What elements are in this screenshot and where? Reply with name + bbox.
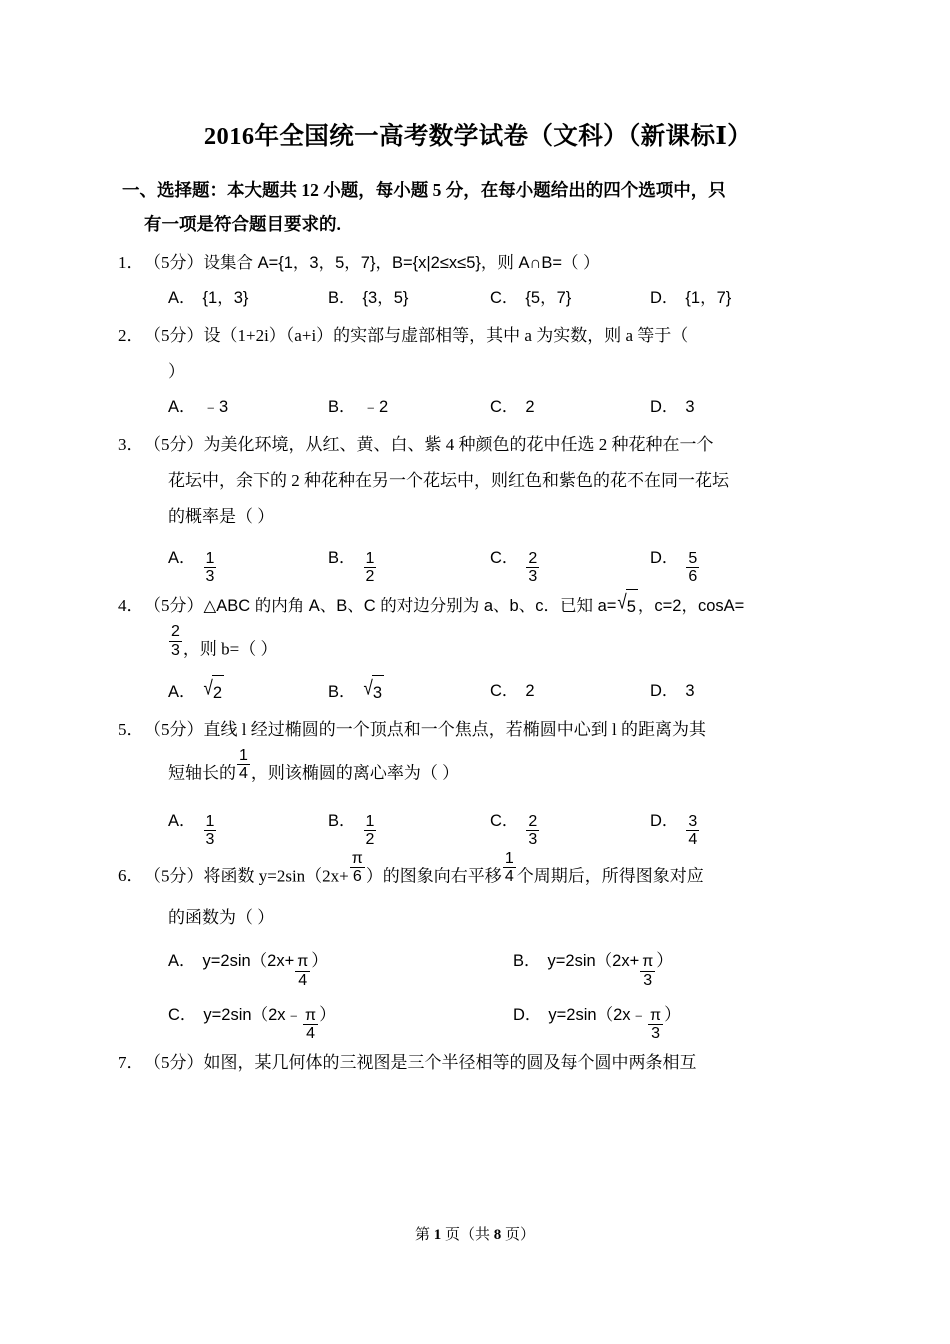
option-text: {1，7} (685, 288, 732, 307)
question-7-number: 7． (118, 1052, 144, 1072)
question-3-stem (113, 427, 843, 535)
question-2-option-b[interactable] (328, 390, 490, 425)
footer-prefix: 第 (414, 1227, 430, 1243)
question-3-score: （5分） (144, 434, 204, 454)
question-2-options (113, 390, 843, 425)
question-2-text-cont: ） (168, 361, 185, 381)
question-5-text: 直线 l 经过椭圆的一个顶点和一个焦点，若椭圆中心到 l 的距离为其 (203, 719, 706, 739)
question-1-option-b[interactable] (328, 281, 490, 316)
fraction-numerator: 5 (688, 550, 698, 567)
question-7-stem (113, 1045, 843, 1081)
question-3-number: 3． (118, 434, 144, 454)
question-5-text-b: ，则该椭圆的离心率为（ ） (250, 763, 460, 783)
fraction (526, 551, 539, 586)
footer-middle: 页（共 (444, 1227, 490, 1243)
question-1-score: （5分） (144, 252, 204, 272)
fraction (204, 814, 217, 849)
fraction-numerator: 1 (365, 550, 375, 567)
fraction-numerator: π (297, 953, 309, 971)
option-label: B． (328, 288, 356, 307)
question-1-set-a: {1，3，5，7} (278, 253, 376, 272)
question-1-option-a[interactable] (168, 281, 328, 316)
option-prefix: y=2sin（2x﹣ (548, 1005, 648, 1024)
option-label: D． (650, 681, 679, 700)
sqrt-icon: √2 (203, 674, 225, 710)
option-suffix: ） (656, 951, 674, 971)
question-4-text-cont (118, 624, 843, 674)
sqrt-icon: √5 (616, 588, 638, 624)
footer-total-pages: 8 (493, 1227, 502, 1243)
fraction-numerator: 2 (528, 812, 538, 830)
question-4-score: （5分） (144, 596, 204, 616)
question-4-text-b: ，c=2，cosA= (637, 597, 745, 616)
question-3-text-cont1: 花坛中，余下的 2 种花种在另一个花坛中，则红色和紫色的花不在同一花坛 (168, 470, 729, 490)
option-label: D． (650, 288, 679, 307)
option-suffix: ） (319, 1004, 337, 1024)
option-text: {1，3} (202, 288, 249, 307)
question-6-stem (113, 851, 843, 937)
fraction-numerator: 1 (365, 812, 375, 830)
question-6-text-c: 个周期后，所得图象对应 (516, 866, 704, 886)
question-6-options (113, 936, 843, 1042)
option-label: A． (168, 549, 196, 567)
option-label: B． (328, 549, 356, 567)
fraction (204, 551, 217, 586)
question-3-option-d[interactable] (650, 535, 843, 586)
question-2-option-d[interactable] (650, 390, 843, 425)
option-label: D． (650, 549, 679, 567)
question-2-text: 设（1+2i）（a+i）的实部与虚部相等，其中 a 为实数，则 a 等于（ (203, 325, 689, 345)
section-heading (113, 173, 843, 241)
option-label: B． (513, 952, 541, 971)
option-prefix: y=2sin（2x+ (202, 952, 295, 971)
question-6-option-a[interactable] (168, 936, 513, 989)
fraction-numerator: 2 (171, 623, 180, 641)
question-5-text-a: 短轴长的 (168, 763, 236, 783)
question-2-option-a[interactable] (168, 390, 328, 425)
fraction (503, 851, 516, 886)
option-suffix: ） (311, 951, 329, 971)
fraction-numerator: 1 (504, 849, 514, 867)
fraction-numerator: π (642, 953, 654, 971)
question-1-number: 1． (118, 252, 144, 272)
page-footer (0, 1228, 950, 1243)
question-4-text-a: △ABC 的内角 A、B、C 的对边分别为 a、b、c．已知 a= (203, 597, 617, 616)
fraction-numerator: 3 (688, 812, 698, 830)
fraction (648, 1008, 663, 1043)
question-6-option-c[interactable] (168, 990, 513, 1043)
question-1 (113, 245, 843, 316)
fraction-denominator: 4 (298, 971, 308, 989)
question-2-option-c[interactable] (490, 390, 650, 425)
question-5-option-b[interactable] (328, 798, 490, 849)
question-4-text-tail: ，则 b=（ ） (182, 639, 278, 659)
fraction-denominator: 3 (528, 568, 538, 586)
question-2-score: （5分） (144, 325, 204, 345)
fraction-numerator: 1 (205, 550, 215, 567)
option-label: D． (513, 1005, 542, 1024)
question-4 (113, 588, 843, 710)
fraction-denominator: 6 (688, 568, 698, 586)
question-7-score: （5分） (144, 1052, 204, 1072)
page-title: 2016年全国统一高考数学试卷（文科）（新课标Ⅰ） (203, 123, 753, 150)
question-1-options (113, 281, 843, 316)
question-5-option-d[interactable] (650, 798, 843, 849)
option-prefix: y=2sin（2x+ (547, 952, 640, 971)
question-3-text-cont2: 的概率是（ ） (168, 506, 275, 526)
sqrt-radicand: 2 (212, 675, 224, 711)
question-6-option-d[interactable] (513, 990, 843, 1043)
question-4-option-b[interactable] (328, 674, 490, 710)
option-text: {3，5} (362, 288, 409, 307)
option-label: A． (168, 811, 196, 830)
question-7 (113, 1045, 843, 1081)
option-text: ﹣3 (202, 397, 229, 416)
fraction-denominator: 4 (504, 868, 514, 886)
fraction (237, 748, 250, 783)
question-5 (113, 712, 843, 849)
option-label: C． (490, 549, 519, 567)
question-5-option-c[interactable] (490, 798, 650, 849)
fraction-numerator: 1 (205, 812, 215, 830)
fraction-denominator: 3 (643, 971, 653, 989)
fraction-denominator: 3 (205, 568, 215, 586)
fraction (526, 814, 539, 849)
option-text: 2 (525, 681, 535, 700)
option-label: B． (328, 682, 356, 701)
question-3-text: 为美化环境，从红、黄、白、紫 4 种颜色的花中任选 2 种花种在一个 (203, 434, 714, 454)
fraction-denominator: 2 (365, 830, 375, 848)
question-7-text: 如图，某几何体的三视图是三个半径相等的圆及每个圆中两条相互 (203, 1052, 697, 1072)
question-3-options (113, 535, 843, 586)
fraction-denominator: 4 (688, 830, 698, 848)
question-6-text-b: ）的图象向右平移 (365, 866, 502, 886)
question-1-stem (113, 245, 843, 281)
question-4-option-d[interactable] (650, 674, 843, 710)
question-1-set-b: {x|2≤x≤5} (412, 253, 481, 272)
question-3-option-c[interactable] (490, 535, 650, 586)
fraction (303, 1008, 318, 1043)
option-label: A． (168, 397, 196, 416)
option-label: C． (490, 288, 519, 307)
question-3-option-a[interactable] (168, 535, 328, 586)
option-label: D． (650, 811, 679, 830)
option-label: C． (490, 811, 519, 830)
question-5-options (113, 798, 843, 849)
option-label: B． (328, 811, 356, 830)
fraction-denominator: 6 (352, 868, 362, 886)
question-6-text-cont: 的函数为（ ） (168, 908, 275, 928)
question-1-option-c[interactable] (490, 281, 650, 316)
fraction-denominator: 3 (528, 830, 538, 848)
fraction (686, 814, 699, 849)
fraction-numerator: 2 (528, 550, 538, 567)
question-6-text-a: 将函数 y=2sin（2x+ (203, 866, 349, 886)
question-6 (113, 851, 843, 1043)
fraction (295, 954, 310, 989)
fraction (364, 551, 377, 586)
question-4-stem (113, 588, 843, 674)
fraction-denominator: 4 (239, 765, 248, 783)
question-5-option-a[interactable] (168, 798, 328, 849)
question-5-stem (113, 712, 843, 798)
option-label: C． (168, 1005, 197, 1024)
question-6-option-b[interactable] (513, 936, 843, 989)
fraction-numerator: π (305, 1006, 317, 1024)
question-3-option-b[interactable] (328, 535, 490, 586)
option-text: ﹣2 (362, 397, 389, 416)
fraction-denominator: 2 (365, 568, 375, 586)
fraction (640, 954, 655, 989)
question-1-text-c: ，则 A∩B=（ ） (480, 253, 600, 272)
option-label: A． (168, 288, 196, 307)
fraction (364, 814, 377, 849)
option-suffix: ） (664, 1004, 682, 1024)
fraction-denominator: 4 (306, 1024, 315, 1042)
fraction-numerator: 1 (239, 746, 248, 764)
question-3 (113, 427, 843, 586)
option-label: A． (168, 952, 196, 971)
question-5-text-cont (118, 748, 843, 798)
fraction-numerator: π (351, 849, 363, 867)
page-content (113, 122, 843, 1083)
question-1-option-d[interactable] (650, 281, 843, 316)
fraction-denominator: 3 (205, 830, 215, 848)
option-label: A． (168, 682, 196, 701)
footer-suffix: 页） (505, 1227, 536, 1243)
sqrt-icon: √3 (363, 674, 385, 710)
fraction-denominator: 3 (651, 1024, 660, 1042)
fraction (169, 624, 182, 659)
question-1-text-b: ，B= (375, 253, 413, 272)
fraction (686, 551, 699, 586)
question-6-score: （5分） (144, 866, 204, 886)
question-5-number: 5． (118, 719, 144, 739)
question-5-score: （5分） (144, 719, 204, 739)
option-text: 3 (685, 681, 695, 700)
section-heading-line1: 一、选择题：本大题共 12 小题，每小题 5 分，在每小题给出的四个选项中，只 (122, 179, 726, 200)
question-1-text-a: 设集合 A= (203, 253, 279, 272)
question-2-number: 2． (118, 325, 144, 345)
question-4-options (113, 674, 843, 710)
question-6-number: 6． (118, 866, 144, 886)
fraction-denominator: 3 (171, 641, 180, 659)
option-text: 2 (525, 397, 535, 416)
section-heading-line2: 有一项是符合题目要求的. (144, 213, 341, 234)
footer-page-number: 1 (433, 1227, 442, 1243)
fraction-numerator: π (650, 1006, 662, 1024)
question-4-option-c[interactable] (490, 674, 650, 710)
option-prefix: y=2sin（2x﹣ (203, 1005, 303, 1024)
option-label: D． (650, 397, 679, 416)
question-4-number: 4． (118, 596, 144, 616)
option-label: C． (490, 681, 519, 700)
sqrt-radicand: 3 (372, 675, 384, 711)
option-text: 3 (685, 397, 695, 416)
option-label: B． (328, 397, 356, 416)
sqrt-radicand: 5 (626, 589, 638, 625)
option-label: C． (490, 397, 519, 416)
question-2-stem (113, 318, 843, 390)
question-4-option-a[interactable] (168, 674, 328, 710)
fraction (350, 851, 365, 886)
option-text: {5，7} (525, 288, 572, 307)
question-2 (113, 318, 843, 425)
